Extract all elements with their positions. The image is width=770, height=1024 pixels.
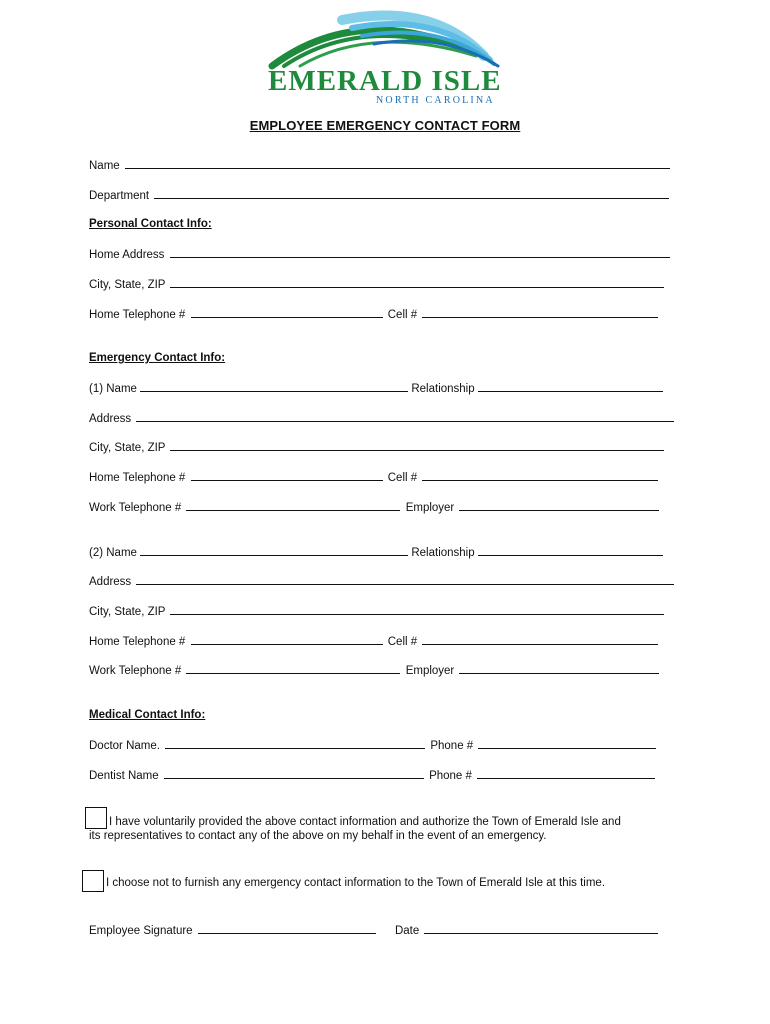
medical-heading: Medical Contact Info: — [89, 709, 206, 721]
doctor-phone-field[interactable] — [478, 737, 656, 749]
contact2-relationship-field[interactable] — [478, 544, 663, 556]
contact2-address-field[interactable] — [136, 573, 674, 585]
contact1-name-label: (1) Name — [89, 383, 137, 395]
contact2-work-phone-field[interactable] — [186, 662, 400, 674]
contact2-relationship-label: Relationship — [411, 547, 475, 559]
personal-cell-label: Cell # — [387, 309, 418, 321]
doctor-row — [89, 737, 676, 753]
name-row — [89, 157, 676, 173]
dentist-label: Dentist Name — [89, 770, 159, 782]
signature-field[interactable] — [198, 922, 376, 934]
contact1-phone-row — [89, 469, 676, 485]
contact1-cell-label: Cell # — [387, 472, 418, 484]
department-field[interactable] — [154, 187, 669, 199]
contact1-work-row — [89, 499, 676, 515]
contact2-cell-label: Cell # — [387, 636, 418, 648]
contact2-employer-label: Employer — [405, 665, 455, 677]
contact1-home-phone-label: Home Telephone # — [89, 472, 186, 484]
contact2-name-field[interactable] — [140, 544, 408, 556]
contact2-name-label: (2) Name — [89, 547, 137, 559]
department-row — [89, 187, 676, 203]
dentist-phone-label: Phone # — [429, 770, 472, 782]
personal-city-field[interactable] — [170, 276, 664, 288]
contact2-work-phone-label: Work Telephone # — [89, 665, 182, 677]
contact1-address-row — [89, 410, 676, 426]
contact1-relationship-field[interactable] — [478, 380, 663, 392]
home-address-label: Home Address — [89, 249, 165, 261]
contact2-employer-field[interactable] — [459, 662, 659, 674]
personal-cell-field[interactable] — [422, 306, 658, 318]
contact1-city-field[interactable] — [170, 439, 664, 451]
dentist-row — [89, 767, 676, 783]
contact1-cell-field[interactable] — [422, 469, 658, 481]
contact1-address-field[interactable] — [136, 410, 674, 422]
contact2-cell-field[interactable] — [422, 633, 658, 645]
date-field[interactable] — [424, 922, 658, 934]
doctor-phone-label: Phone # — [430, 740, 474, 752]
contact1-home-phone-field[interactable] — [191, 469, 383, 481]
personal-home-phone-label: Home Telephone # — [89, 309, 186, 321]
form-title: EMPLOYEE EMERGENCY CONTACT FORM — [249, 118, 521, 133]
personal-city-label: City, State, ZIP — [89, 279, 166, 291]
home-address-row — [89, 246, 676, 262]
contact1-work-phone-label: Work Telephone # — [89, 502, 182, 514]
name-label: Name — [89, 160, 120, 172]
department-label: Department — [89, 190, 150, 202]
contact2-phone-row — [89, 633, 676, 649]
decline-checkbox[interactable] — [82, 870, 104, 892]
date-label: Date — [394, 925, 420, 937]
personal-city-row — [89, 276, 676, 292]
doctor-label: Doctor Name. — [89, 740, 160, 752]
contact1-city-label: City, State, ZIP — [89, 442, 166, 454]
signature-label: Employee Signature — [89, 925, 193, 937]
authorize-text-line2: its representatives to contact any of the above on my behalf in the event of an emergency. — [89, 830, 547, 842]
contact2-city-field[interactable] — [170, 603, 664, 615]
emergency-heading: Emergency Contact Info: — [89, 352, 226, 364]
name-field[interactable] — [125, 157, 670, 169]
contact1-relationship-label: Relationship — [411, 383, 475, 395]
authorize-checkbox[interactable] — [85, 807, 107, 829]
decline-text: I choose not to furnish any emergency contact information to the Town of Emerald Isle at this time. — [106, 877, 606, 889]
contact1-employer-label: Employer — [405, 502, 455, 514]
contact2-work-row — [89, 662, 676, 678]
logo-wordmark: EMERALD ISLE — [268, 65, 502, 97]
personal-home-phone-field[interactable] — [191, 306, 383, 318]
contact1-name-row — [89, 380, 676, 396]
contact1-name-field[interactable] — [140, 380, 408, 392]
contact2-address-label: Address — [89, 576, 132, 588]
dentist-phone-field[interactable] — [477, 767, 655, 779]
logo-subtitle: NORTH CAROLINA — [376, 95, 495, 106]
contact2-home-phone-label: Home Telephone # — [89, 636, 186, 648]
contact2-city-row — [89, 603, 676, 619]
contact2-address-row — [89, 573, 676, 589]
personal-phone-row — [89, 306, 676, 322]
emerald-isle-logo — [262, 8, 512, 108]
signature-row — [89, 922, 676, 938]
contact2-city-label: City, State, ZIP — [89, 606, 166, 618]
personal-heading: Personal Contact Info: — [89, 218, 212, 230]
contact1-address-label: Address — [89, 413, 132, 425]
authorize-text-line1: I have voluntarily provided the above contact information and authorize the Town of Emerald Isle and — [109, 816, 621, 828]
contact2-name-row — [89, 544, 676, 560]
home-address-field[interactable] — [170, 246, 670, 258]
contact1-employer-field[interactable] — [459, 499, 659, 511]
contact2-home-phone-field[interactable] — [191, 633, 383, 645]
contact1-work-phone-field[interactable] — [186, 499, 400, 511]
doctor-field[interactable] — [165, 737, 425, 749]
dentist-field[interactable] — [164, 767, 424, 779]
contact1-city-row — [89, 439, 676, 455]
